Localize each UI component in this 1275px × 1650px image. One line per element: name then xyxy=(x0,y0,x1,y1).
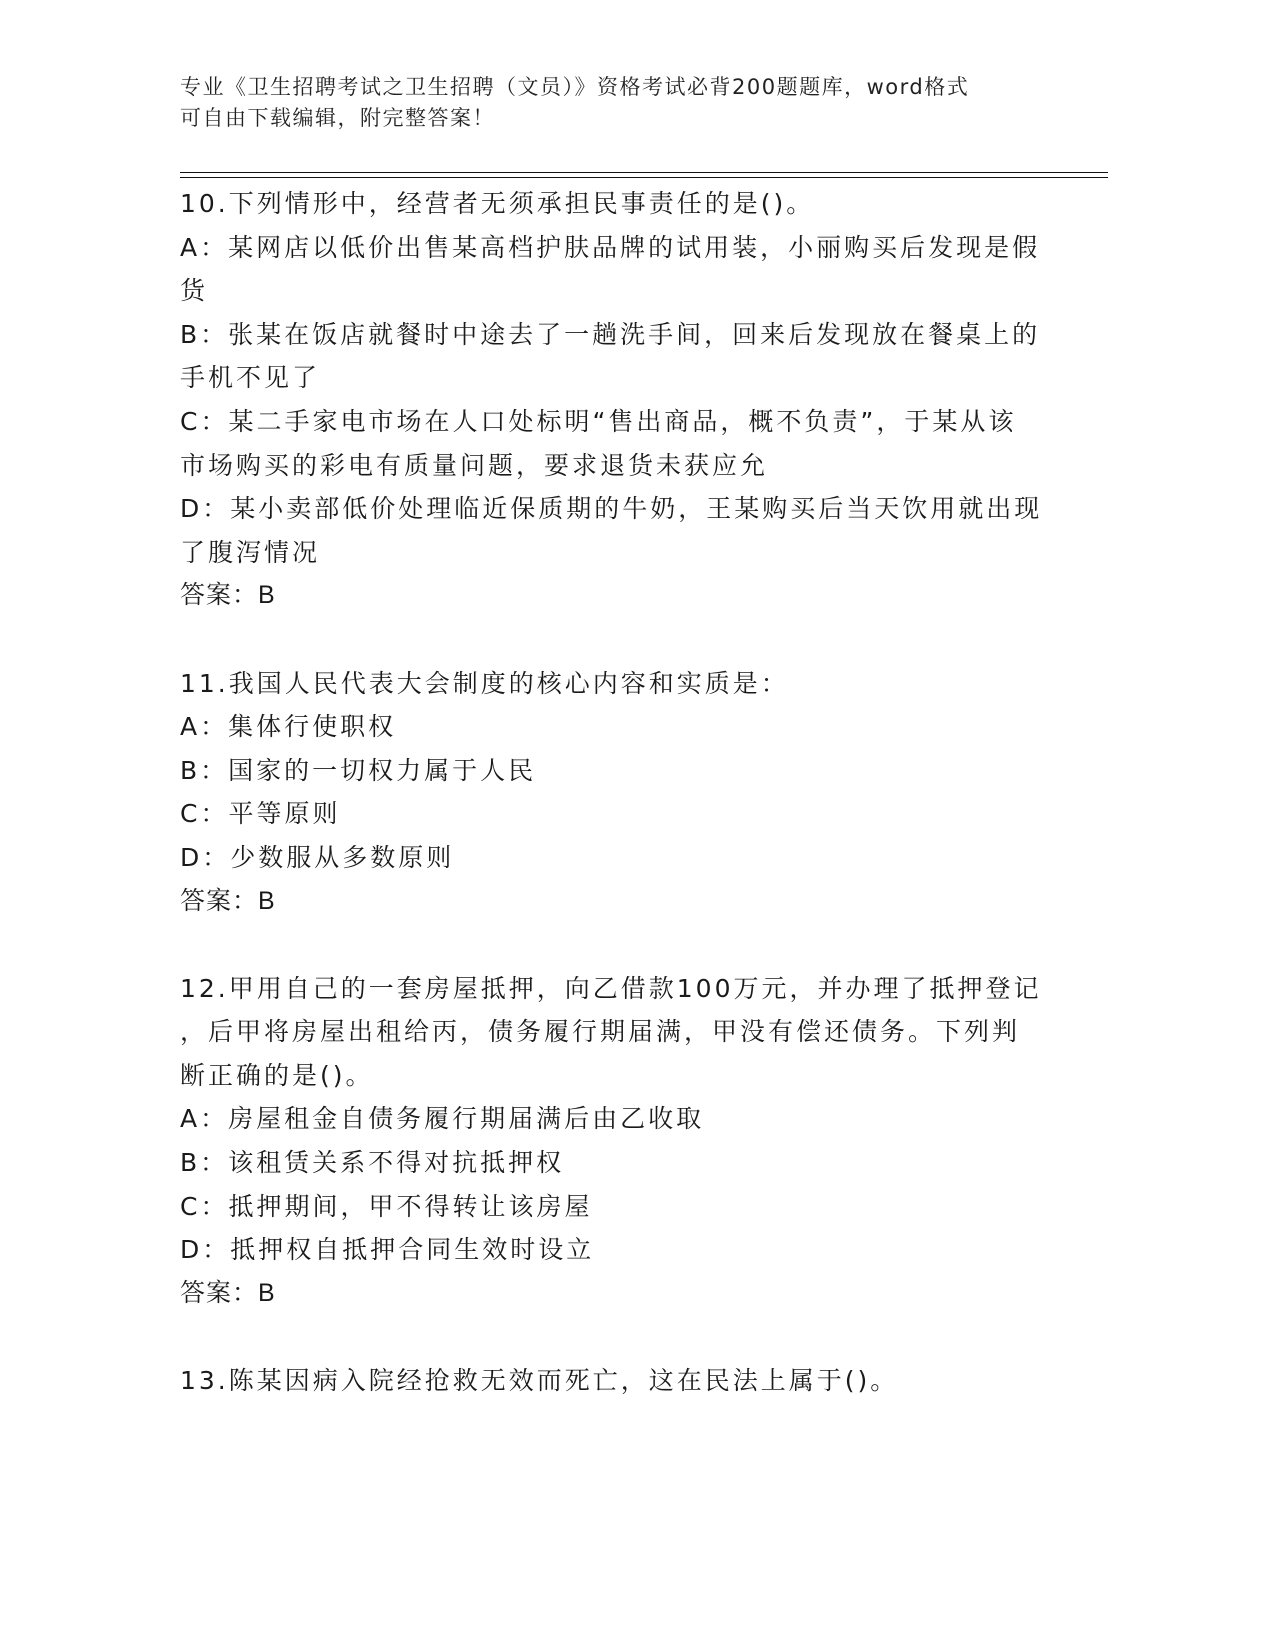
option-b: B：张某在饭店就餐时中途去了一趟洗手间，回来后发现放在餐桌上的 xyxy=(180,319,1041,349)
header-divider-top xyxy=(180,172,1108,173)
option-b-cont: 手机不见了 xyxy=(180,363,321,393)
option-c-cont: 市场购买的彩电有质量问题，要求退货未获应允 xyxy=(180,450,769,480)
answer: 答案：B xyxy=(180,1278,276,1307)
spacer xyxy=(180,618,1040,662)
header-line-1: 专业《卫生招聘考试之卫生招聘（文员）》资格考试必背200题题库，word格式 xyxy=(180,75,970,99)
header-line-2: 可自由下载编辑，附完整答案！ xyxy=(180,106,495,130)
question-stem-cont: ，后甲将房屋出租给丙，债务履行期届满，甲没有偿还债务。下列判 xyxy=(180,1017,1021,1047)
option-c: C：抵押期间，甲不得转让该房屋 xyxy=(180,1191,593,1221)
question-stem: 11.我国人民代表大会制度的核心内容和实质是： xyxy=(180,668,789,698)
answer: 答案：B xyxy=(180,886,276,915)
question-stem: 10.下列情形中，经营者无须承担民事责任的是()。 xyxy=(180,189,815,218)
option-d: D：少数服从多数原则 xyxy=(180,842,455,872)
question-stem-cont: 断正确的是()。 xyxy=(180,1060,374,1090)
option-b: B：国家的一切权力属于人民 xyxy=(180,755,537,785)
option-d: D：抵押权自抵押合同生效时设立 xyxy=(180,1235,595,1265)
option-a-cont: 货 xyxy=(180,276,209,306)
question-stem: 12.甲用自己的一套房屋抵押，向乙借款100万元，并办理了抵押登记 xyxy=(180,973,1042,1003)
spacer xyxy=(180,923,1040,967)
question-12 xyxy=(180,967,1040,1316)
question-13 xyxy=(180,1359,1040,1403)
option-d: D：某小卖部低价处理临近保质期的牛奶，王某购买后当天饮用就出现 xyxy=(180,494,1043,524)
option-c: C：平等原则 xyxy=(180,799,341,829)
option-d-cont: 了腹泻情况 xyxy=(180,537,321,567)
answer: 答案：B xyxy=(180,581,276,610)
option-a: A：房屋租金自债务履行期届满后由乙收取 xyxy=(180,1104,705,1134)
question-11 xyxy=(180,662,1040,924)
document-header xyxy=(180,72,1080,134)
option-a: A：某网店以低价出售某高档护肤品牌的试用装，小丽购买后发现是假 xyxy=(180,232,1041,262)
option-c: C：某二手家电市场在人口处标明“售出商品，概不负责”，于某从该 xyxy=(180,406,1017,436)
option-a: A：集体行使职权 xyxy=(180,712,397,742)
question-10 xyxy=(180,182,1043,618)
question-stem: 13.陈某因病入院经抢救无效而死亡，这在民法上属于()。 xyxy=(180,1366,899,1396)
question-list xyxy=(180,182,1043,1403)
header-divider-bottom xyxy=(180,177,1108,178)
spacer xyxy=(180,1315,1040,1359)
option-b: B：该租赁关系不得对抗抵押权 xyxy=(180,1148,565,1178)
